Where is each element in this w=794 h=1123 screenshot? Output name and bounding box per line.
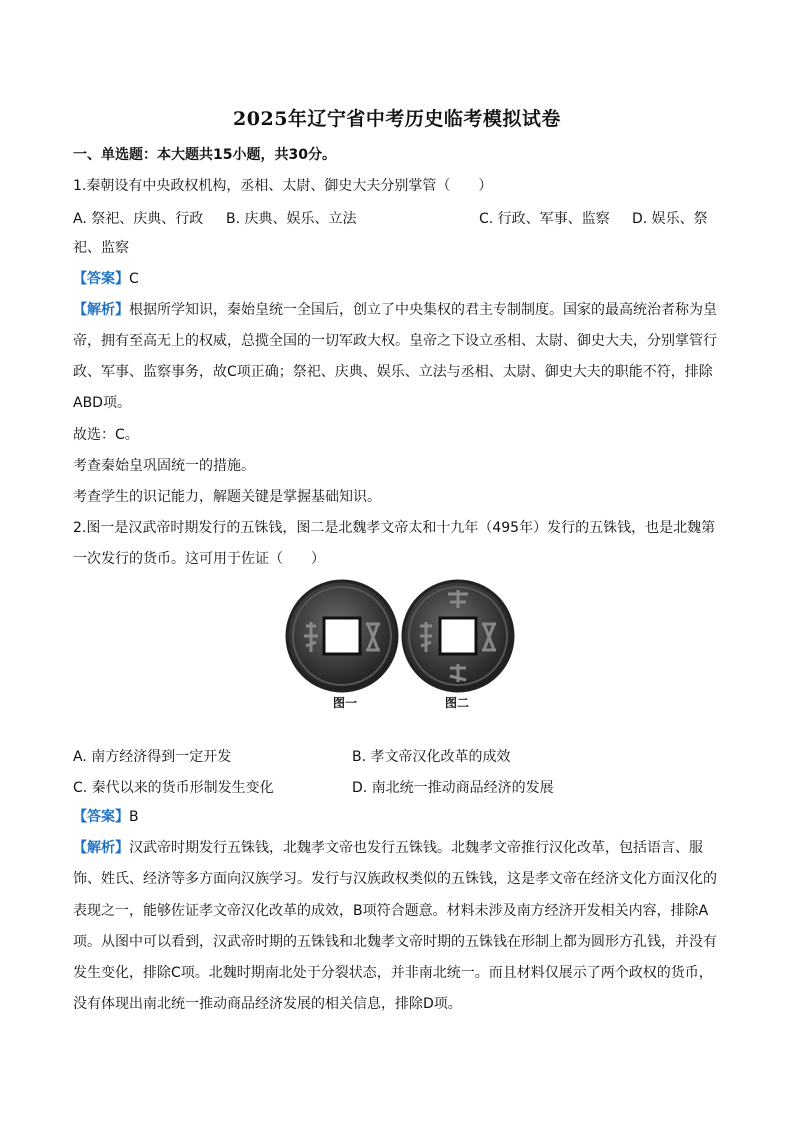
q1-analysis-line xyxy=(73,301,723,319)
q1-note: 考查秦始皇巩固统一的措施。 xyxy=(73,458,255,474)
analysis-tag: 【解析】 xyxy=(73,840,129,856)
q2-analysis-line: 发生变化，排除C项。北魏时期南北处于分裂状态，并非南北统一。而且材料仅展示了两个政权的货币， xyxy=(73,965,713,981)
q2-stem: 2.图一是汉武帝时期发行的五铢钱，图二是北魏孝文帝太和十九年（495年）发行的五铢钱，也是北魏第 xyxy=(73,520,716,536)
q1-option-c: C. 行政、军事、监察 xyxy=(479,211,610,227)
figure-two-caption: 图二 xyxy=(445,696,470,710)
q2-analysis-line xyxy=(73,839,723,857)
q2-analysis-text: 汉武帝时期发行五铢钱，北魏孝文帝也发行五铢钱。北魏孝文帝推行汉化改革，包括语言、服 xyxy=(129,840,703,856)
q2-analysis-line: 表现之一，能够佐证孝文帝汉化改革的成效，B项符合题意。材料未涉及南方经济开发相关内容，排除A xyxy=(73,903,709,919)
answer-tag: 【答案】 xyxy=(73,809,129,825)
q1-note: 考查学生的识记能力，解题关键是掌握基础知识。 xyxy=(73,489,381,505)
q2-option-a: A. 南方经济得到一定开发 xyxy=(73,749,232,765)
q1-analysis-line: 帝，拥有至高无上的权威，总揽全国的一切军政大权。皇帝之下设立丞相、太尉、御史大夫，分别掌管行 xyxy=(73,333,717,349)
q2-analysis-line: 没有体现出南北统一推动商品经济发展的相关信息，排除D项。 xyxy=(73,996,462,1012)
q1-choose: 故选：C。 xyxy=(73,427,139,443)
q1-answer xyxy=(73,270,723,288)
q1-analysis-text: 根据所学知识，秦始皇统一全国后，创立了中央集权的君主专制制度。国家的最高统治者称为皇 xyxy=(129,302,717,318)
figure-one-caption: 图一 xyxy=(333,696,358,710)
q1-stem: 1.秦朝设有中央政权机构，丞相、太尉、御史大夫分别掌管（ ） xyxy=(73,178,493,194)
q1-answer-value: C xyxy=(129,271,139,287)
q2-answer xyxy=(73,808,723,826)
q1-analysis-line: 政、军事、监察事务，故C项正确；祭祀、庆典、娱乐、立法与丞相、太尉、御史大夫的职能不符，排除 xyxy=(73,364,713,380)
analysis-tag: 【解析】 xyxy=(73,302,129,318)
coin-figure xyxy=(282,578,518,718)
coin-two-image xyxy=(403,581,513,691)
q2-answer-value: B xyxy=(129,809,139,825)
q2-analysis-line: 项。从图中可以看到，汉武帝时期的五铢钱和北魏孝文帝时期的五铢钱在形制上都为圆形方孔钱，并没有 xyxy=(73,934,717,950)
q2-option-b: B. 孝文帝汉化改革的成效 xyxy=(352,749,511,765)
section-heading: 一、单选题：本大题共15小题，共30分。 xyxy=(73,147,336,163)
answer-tag: 【答案】 xyxy=(73,271,129,287)
q1-option-a: A. 祭祀、庆典、行政 xyxy=(73,211,204,227)
q1-analysis-line: ABD项。 xyxy=(73,395,131,411)
q1-option-b: B. 庆典、娱乐、立法 xyxy=(226,211,357,227)
q2-stem-cont: 一次发行的货币。这可用于佐证（ ） xyxy=(73,551,325,567)
q2-option-c: C. 秦代以来的货币形制发生变化 xyxy=(73,780,274,796)
q2-option-d: D. 南北统一推动商品经济的发展 xyxy=(352,780,554,796)
q1-option-d: D. 娱乐、祭 xyxy=(632,211,708,227)
coin-one-image xyxy=(287,581,397,691)
q1-option-d-cont: 祀、监察 xyxy=(73,240,129,256)
q2-analysis-line: 饰、姓氏、经济等多方面向汉族学习。发行与汉族政权类似的五铢钱，这是孝文帝在经济文化方面汉化的 xyxy=(73,871,717,887)
page-title: 2025年辽宁省中考历史临考模拟试卷 xyxy=(233,108,561,130)
